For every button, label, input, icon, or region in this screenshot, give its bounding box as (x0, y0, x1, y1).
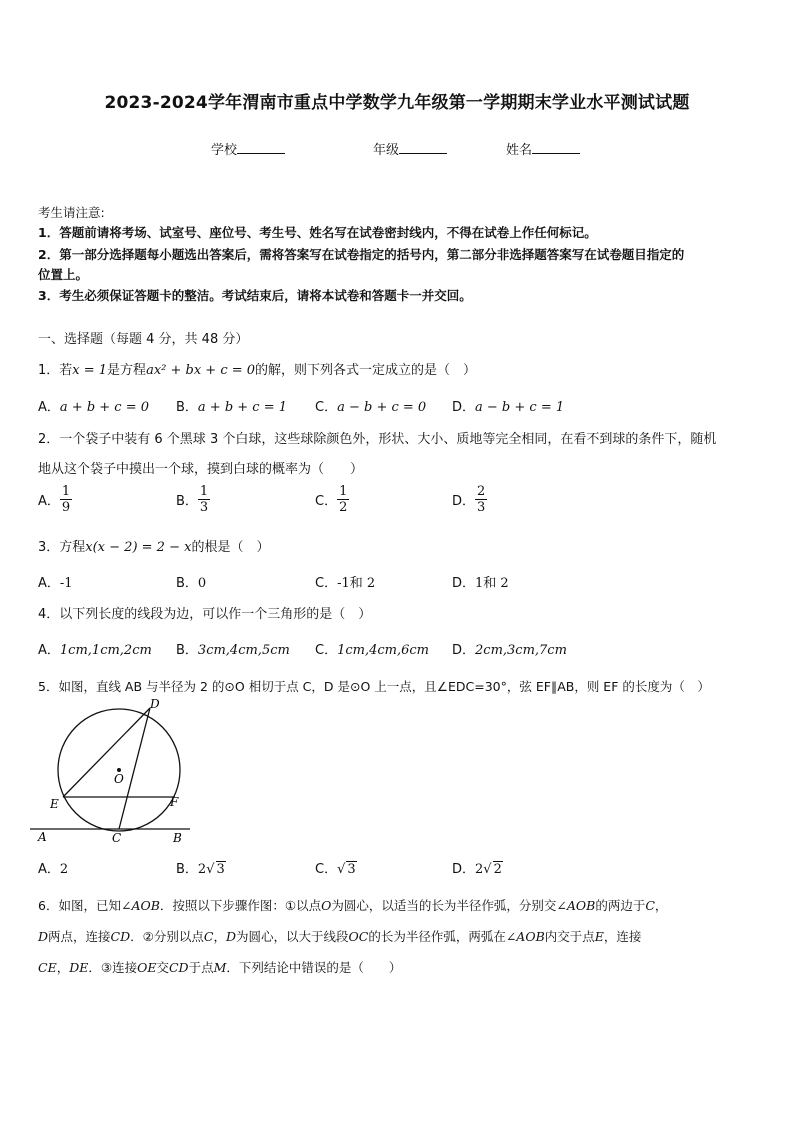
question-2-line1: 2．一个袋子中装有 6 个黑球 3 个白球，这些球除颜色外，形状、大小、质地等完全相同，在看不到球的条件下，随机 (38, 432, 717, 447)
q1-math-x: x = 1 (72, 363, 108, 378)
name-blank (532, 141, 580, 154)
q4-option-d: D．2cm,3cm,7cm (452, 643, 567, 658)
label-e: E (50, 797, 59, 811)
notice-item-1: 1．答题前请将考场、试室号、座位号、考生号、姓名写在试卷密封线内，不得在试卷上作任何标记。 (38, 225, 597, 240)
q1-option-c: C．a − b + c = 0 (315, 400, 427, 415)
q5-option-c: C．√ 3 (315, 862, 356, 877)
question-6-line2: D两点，连接CD．②分别以点C，D为圆心，以大于线段OC的长为半径作弧，两弧在∠AOB内交于点E，连接 (38, 929, 642, 944)
q3-option-b: B．0 (176, 576, 207, 591)
q5-geometry-figure (30, 698, 200, 848)
name-field (506, 139, 580, 158)
q2-option-b: B． $\frac{1}{3}$ (176, 484, 209, 515)
name-label: 姓名 (506, 143, 533, 158)
grade-label: 年级 (373, 143, 400, 158)
notice-item-2: 2．第一部分选择题每小题选出答案后，需将答案写在试卷指定的括号内，第二部分非选择题答案写在试卷题目指定的 (38, 247, 685, 262)
question-6-line3: CE，DE．③连接OE交CD于点M．下列结论中错误的是（ ） (38, 960, 402, 975)
q1-text-b: 是方程 (107, 363, 147, 378)
question-1-stem (38, 359, 476, 378)
notice-heading: 考生请注意: (38, 205, 105, 220)
question-6-line1: 6．如图，已知∠AOB．按照以下步骤作图：①以点O为圆心，以适当的长为半径作弧，分别交∠AOB的两边于C， (38, 898, 668, 913)
question-4-stem: 4．以下列长度的线段为边，可以作一个三角形的是（ ） (38, 607, 372, 622)
q5-option-a: A．2 (38, 862, 69, 877)
q1-text-a: 1．若 (38, 363, 73, 378)
page-title: 2023-2024学年渭南市重点中学数学九年级第一学期期末学业水平测试试题 (104, 93, 690, 113)
notice-item-2-cont: 位置上。 (38, 267, 89, 282)
q3-option-c: C．-1和 2 (315, 576, 376, 591)
q4-option-a: A．1cm,1cm,2cm (38, 643, 152, 658)
q3-option-a: A．-1 (38, 576, 73, 591)
school-blank (237, 141, 285, 154)
q1-option-a: A．a + b + c = 0 (38, 400, 150, 415)
q4-option-c: C．1cm,4cm,6cm (315, 643, 429, 658)
chord-dc (119, 708, 150, 829)
question-2-line2: 地从这个袋子中摸出一个球，摸到白球的概率为（ ） (38, 462, 364, 477)
school-label: 学校 (211, 143, 238, 158)
grade-blank (399, 141, 447, 154)
q2-option-a: A． $\frac{1}{9}$ (38, 484, 71, 515)
school-field (211, 139, 285, 158)
label-f: F (170, 795, 179, 809)
q1-option-b: B．a + b + c = 1 (176, 400, 288, 415)
q1-math-poly: ax² + bx + c = 0 (146, 363, 256, 378)
label-c: C (112, 831, 122, 845)
grade-field (373, 139, 447, 158)
q2-option-c: C． $\frac{1}{2}$ (315, 484, 348, 515)
q1-option-d: D．a − b + c = 1 (452, 400, 565, 415)
section-heading: 一、选择题（每题 4 分，共 48 分） (38, 332, 249, 347)
q5-option-b: B．2√ 3 (176, 862, 225, 877)
q5-option-d: D．2√ 2 (452, 862, 502, 877)
label-d: D (150, 698, 160, 711)
label-a: A (38, 830, 47, 844)
question-3-stem: 3．方程x(x − 2) = 2 − x的根是（ ） (38, 540, 270, 555)
q2-option-d: D． $\frac{2}{3}$ (452, 484, 486, 515)
label-b: B (173, 831, 182, 845)
q3-equation: x(x − 2) = 2 − x (85, 540, 192, 555)
label-o: O (114, 772, 124, 786)
q1-text-c: 的解，则下列各式一定成立的是（ ） (255, 363, 477, 378)
notice-item-3: 3．考生必须保证答题卡的整洁。考试结束后，请将本试卷和答题卡一并交回。 (38, 288, 472, 303)
q4-option-b: B．3cm,4cm,5cm (176, 643, 290, 658)
q3-option-d: D．1和 2 (452, 576, 509, 591)
chord-ed (63, 708, 150, 797)
question-5-stem: 5．如图，直线 AB 与半径为 2 的⊙O 相切于点 C，D 是⊙O 上一点，且∠EDC=30°，弦 EF∥AB，则 EF 的长度为（ ） (38, 679, 710, 694)
